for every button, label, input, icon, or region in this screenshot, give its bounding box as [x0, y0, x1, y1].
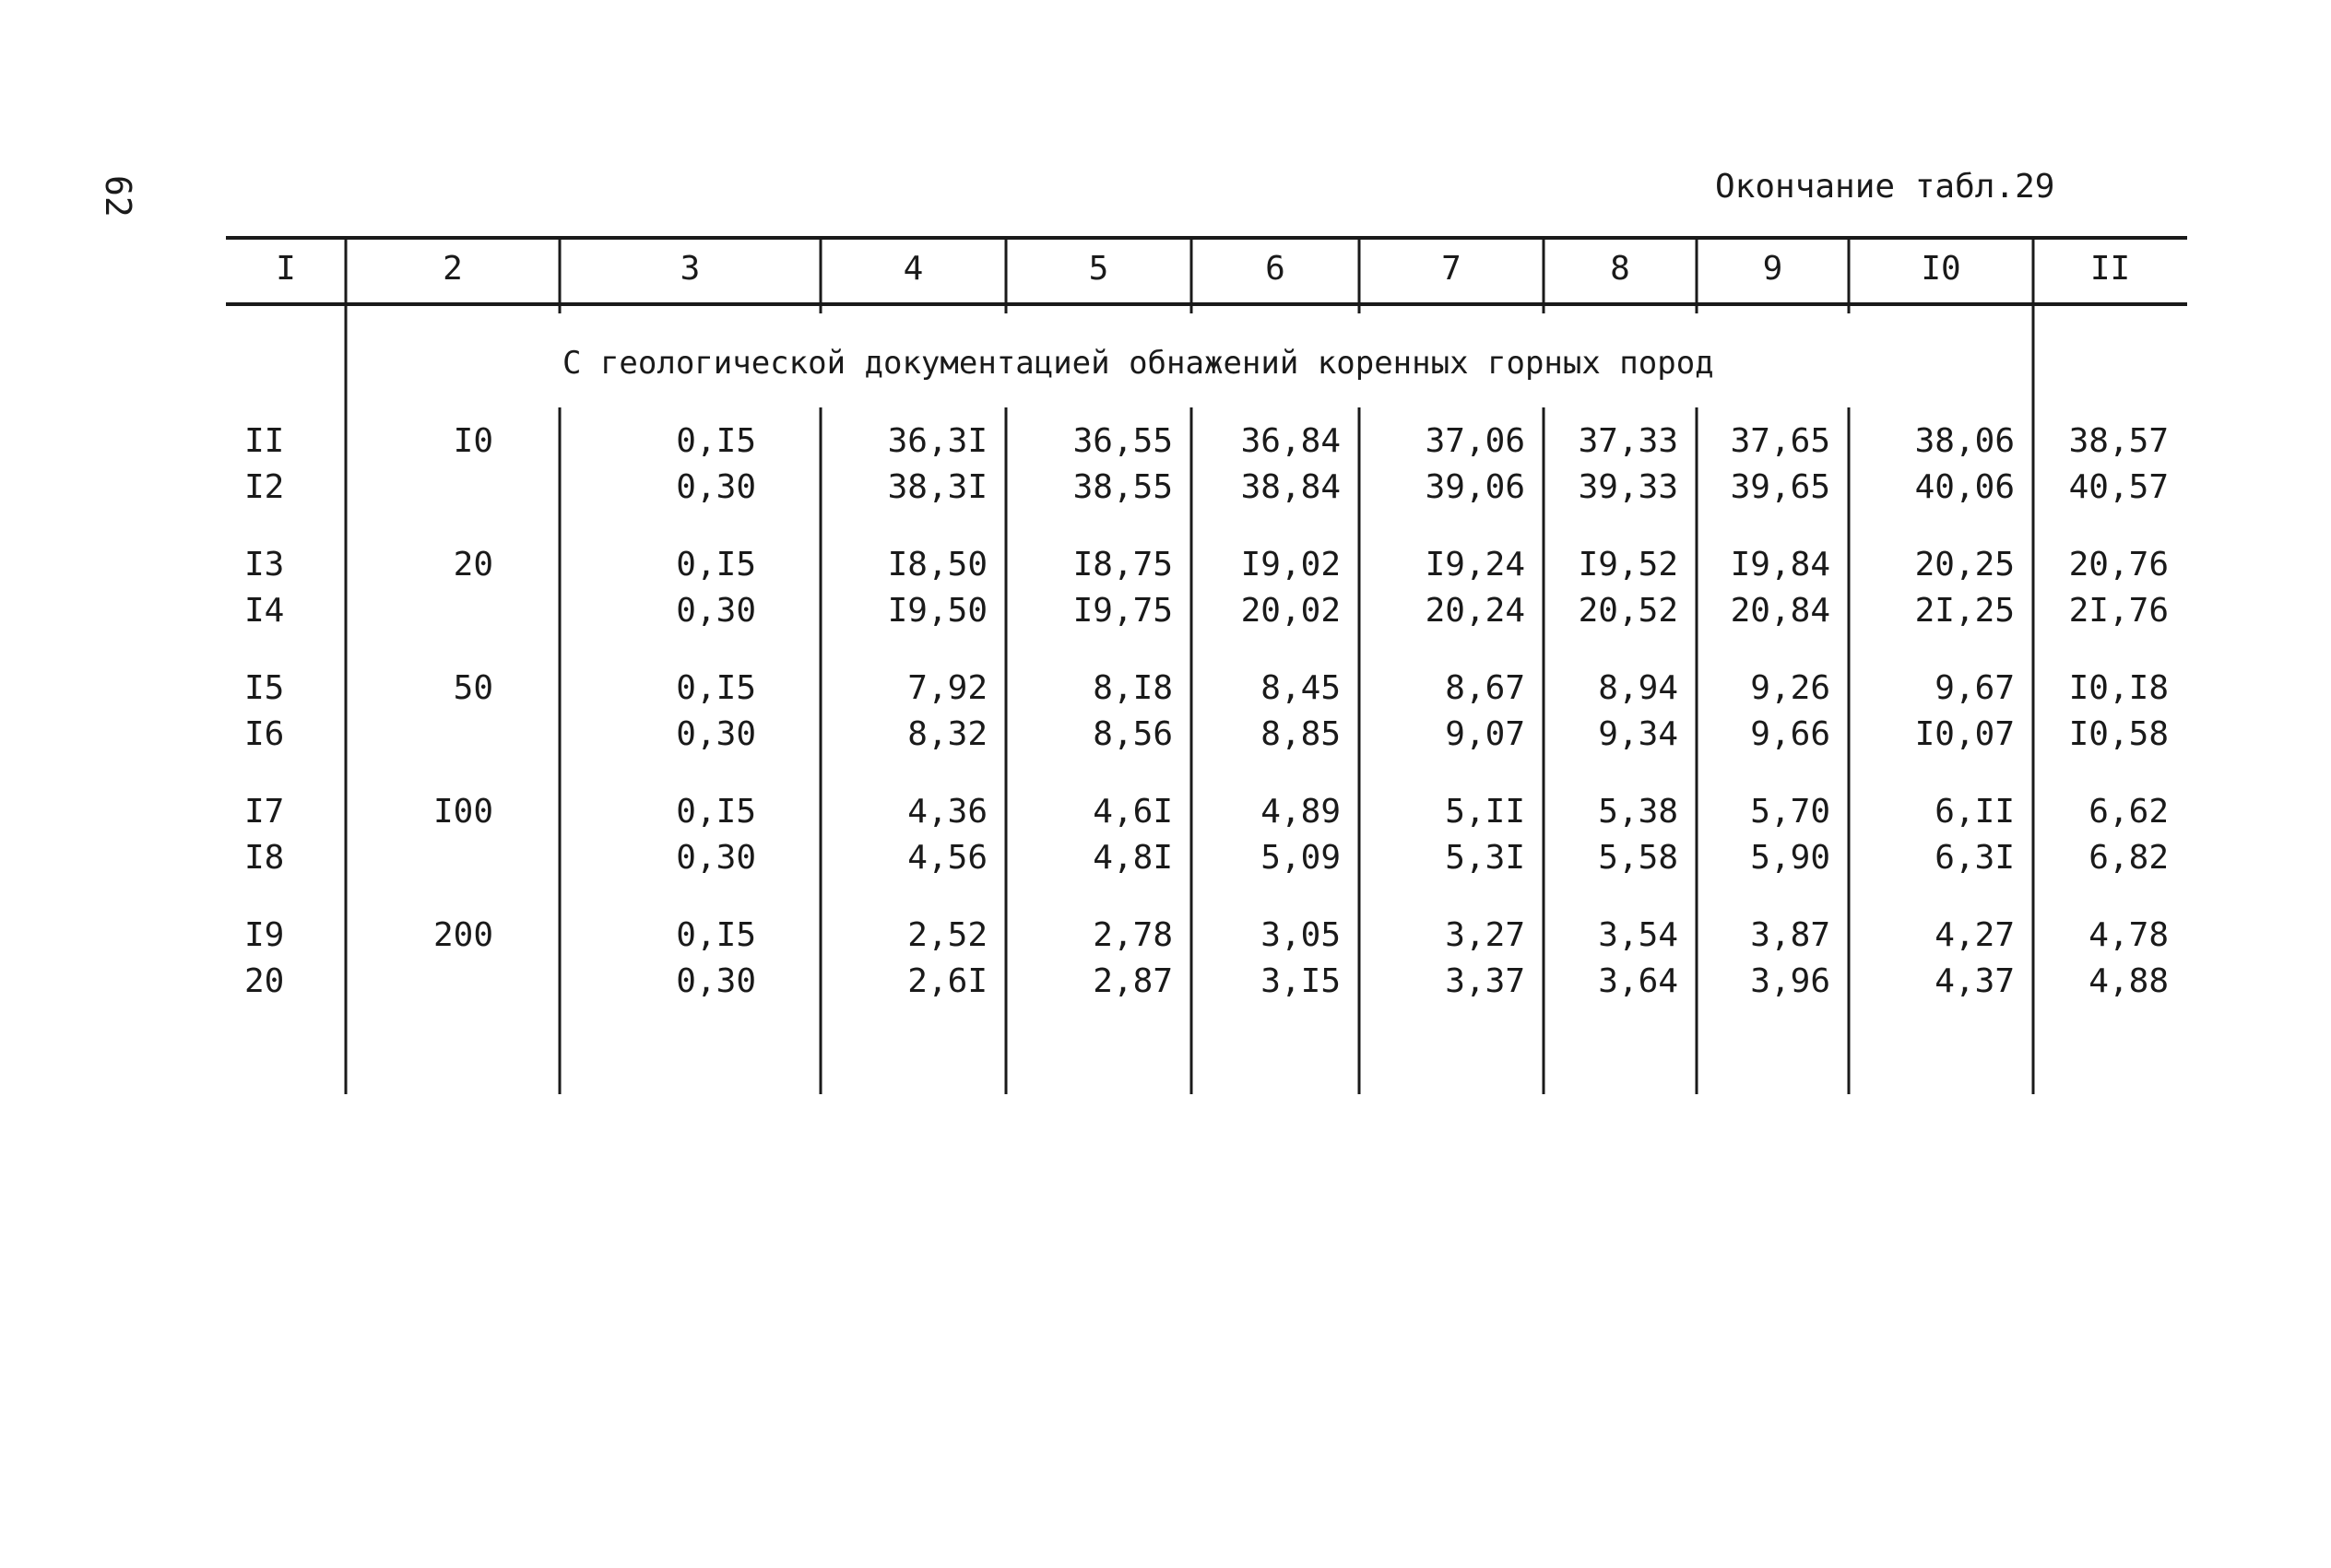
table-cell: 20,24 [1425, 592, 1525, 630]
table-cell: 39,65 [1730, 468, 1830, 506]
table-cell: 20,52 [1578, 592, 1678, 630]
table-cell: 4,27 [1935, 916, 2015, 954]
table-row [244, 468, 2169, 506]
table-cell: 9,07 [1445, 715, 1525, 753]
table-cell: I2 [244, 468, 285, 506]
table-row [244, 592, 2169, 630]
table-cell: 36,55 [1072, 422, 1173, 460]
table-cell: 38,84 [1240, 468, 1341, 506]
table-cell: 8,56 [1093, 715, 1173, 753]
table-cell: 20 [244, 962, 285, 1000]
table-row [244, 916, 2169, 954]
table-cell: 8,67 [1445, 669, 1525, 707]
table-cell: 50 [453, 669, 493, 707]
table-row [244, 962, 2169, 1000]
table-cell: 6,62 [2088, 793, 2169, 831]
table-row [244, 839, 2169, 877]
table-cell: 9,34 [1598, 715, 1678, 753]
table-cell: 3,87 [1750, 916, 1830, 954]
table-cell: II [244, 422, 285, 460]
table-cell: 9,66 [1750, 715, 1830, 753]
table-cell: I5 [244, 669, 285, 707]
table-cell: 37,33 [1578, 422, 1678, 460]
table-cell: 20,25 [1914, 546, 2015, 584]
table-cell: 0,I5 [676, 422, 756, 460]
table-caption: Окончание табл.29 [1715, 168, 2055, 206]
table-row [244, 715, 2169, 753]
table-cell: I0,58 [2068, 715, 2169, 753]
table-cell: 37,06 [1425, 422, 1525, 460]
table-cell: 2I,76 [2068, 592, 2169, 630]
table-cell: I4 [244, 592, 285, 630]
table-cell: 4,78 [2088, 916, 2169, 954]
table-row [244, 546, 2169, 584]
column-header: 9 [1762, 250, 1783, 288]
table-cell: I00 [432, 793, 493, 831]
table-cell: 20,84 [1730, 592, 1830, 630]
table-cell: 38,3I [887, 468, 988, 506]
table-cell: I9,02 [1240, 546, 1341, 584]
table-cell: 36,3I [887, 422, 988, 460]
table-cell: 6,II [1935, 793, 2015, 831]
table-cell: 5,90 [1750, 839, 1830, 877]
table-cell: 7,92 [907, 669, 988, 707]
table-cell: 4,37 [1935, 962, 2015, 1000]
table-cell: 3,27 [1445, 916, 1525, 954]
column-header: 4 [903, 250, 924, 288]
table-cell: I9,52 [1578, 546, 1678, 584]
table-cell: 0,30 [676, 962, 756, 1000]
table-cell: 6,3I [1935, 839, 2015, 877]
table-cell: 39,06 [1425, 468, 1525, 506]
table-cell: 38,57 [2068, 422, 2169, 460]
table-cell: 4,6I [1093, 793, 1173, 831]
column-header: I [276, 250, 296, 288]
table-cell: 20 [453, 546, 493, 584]
table-cell: 2,78 [1093, 916, 1173, 954]
table-cell: 38,55 [1072, 468, 1173, 506]
table-cell: 8,32 [907, 715, 988, 753]
table-cell: 8,I8 [1093, 669, 1173, 707]
table-cell: 4,8I [1093, 839, 1173, 877]
table-cell: 8,85 [1260, 715, 1341, 753]
table-cell: 6,82 [2088, 839, 2169, 877]
page-number: 62 [98, 175, 138, 218]
table-cell: 20,02 [1240, 592, 1341, 630]
table-cell: 3,05 [1260, 916, 1341, 954]
table-cell: I9,84 [1730, 546, 1830, 584]
table-cell: 0,I5 [676, 546, 756, 584]
column-header: 8 [1610, 250, 1630, 288]
table-cell: 3,I5 [1260, 962, 1341, 1000]
table-cell: 5,38 [1598, 793, 1678, 831]
table-cell: I7 [244, 793, 285, 831]
table-cell: 2,87 [1093, 962, 1173, 1000]
table-row [244, 669, 2169, 707]
table-cell: 3,37 [1445, 962, 1525, 1000]
table-cell: 0,I5 [676, 669, 756, 707]
table-cell: 40,06 [1914, 468, 2015, 506]
table-cell: 5,II [1445, 793, 1525, 831]
table-cell: I0 [453, 422, 493, 460]
table-cell: 3,96 [1750, 962, 1830, 1000]
table-cell: 0,30 [676, 592, 756, 630]
table-cell: 36,84 [1240, 422, 1341, 460]
table-cell: I9 [244, 916, 285, 954]
table-cell: I9,75 [1072, 592, 1173, 630]
table-cell: I0,07 [1914, 715, 2015, 753]
table-cell: I8,50 [887, 546, 988, 584]
table-cell: 0,I5 [676, 916, 756, 954]
table-cell: 0,30 [676, 839, 756, 877]
column-header: II [2089, 250, 2131, 288]
table-cell: 37,65 [1730, 422, 1830, 460]
column-header: 3 [680, 250, 701, 288]
column-header: 7 [1441, 250, 1461, 288]
table-row [244, 793, 2169, 831]
table-cell: 8,45 [1260, 669, 1341, 707]
table-cell: 4,88 [2088, 962, 2169, 1000]
table-cell: I6 [244, 715, 285, 753]
column-header: 6 [1265, 250, 1285, 288]
table-body [244, 422, 2169, 1000]
table-cell: 9,67 [1935, 669, 2015, 707]
table-cell: 2,52 [907, 916, 988, 954]
table-cell: I8 [244, 839, 285, 877]
table-cell: 2,6I [907, 962, 988, 1000]
table-cell: 0,I5 [676, 793, 756, 831]
table-row [244, 422, 2169, 460]
column-header: 2 [443, 250, 463, 288]
table-cell: I3 [244, 546, 285, 584]
table-cell: 38,06 [1914, 422, 2015, 460]
table-cell: 3,54 [1598, 916, 1678, 954]
table-cell: 4,56 [907, 839, 988, 877]
table-cell: 9,26 [1750, 669, 1830, 707]
table-cell: I0,I8 [2068, 669, 2169, 707]
column-header: I0 [1921, 250, 1961, 288]
table-cell: 200 [432, 916, 493, 954]
header-row [276, 250, 2130, 288]
table-cell: 39,33 [1578, 468, 1678, 506]
table-cell: 5,09 [1260, 839, 1341, 877]
table-cell: 0,30 [676, 468, 756, 506]
table-cell: 0,30 [676, 715, 756, 753]
table-cell: I8,75 [1072, 546, 1173, 584]
table-cell: 3,64 [1598, 962, 1678, 1000]
table-cell: I9,50 [887, 592, 988, 630]
table-cell: 5,3I [1445, 839, 1525, 877]
table-cell: 20,76 [2068, 546, 2169, 584]
table-cell: 5,58 [1598, 839, 1678, 877]
table-cell: 8,94 [1598, 669, 1678, 707]
table-cell: 4,89 [1260, 793, 1341, 831]
column-header: 5 [1088, 250, 1109, 288]
table-cell: 5,70 [1750, 793, 1830, 831]
table-cell: 40,57 [2068, 468, 2169, 506]
table-cell: I9,24 [1425, 546, 1525, 584]
table-cell: 4,36 [907, 793, 988, 831]
table-cell: 2I,25 [1914, 592, 2015, 630]
section-title: С геологической документацией обнажений коренных горных пород [562, 345, 1714, 382]
